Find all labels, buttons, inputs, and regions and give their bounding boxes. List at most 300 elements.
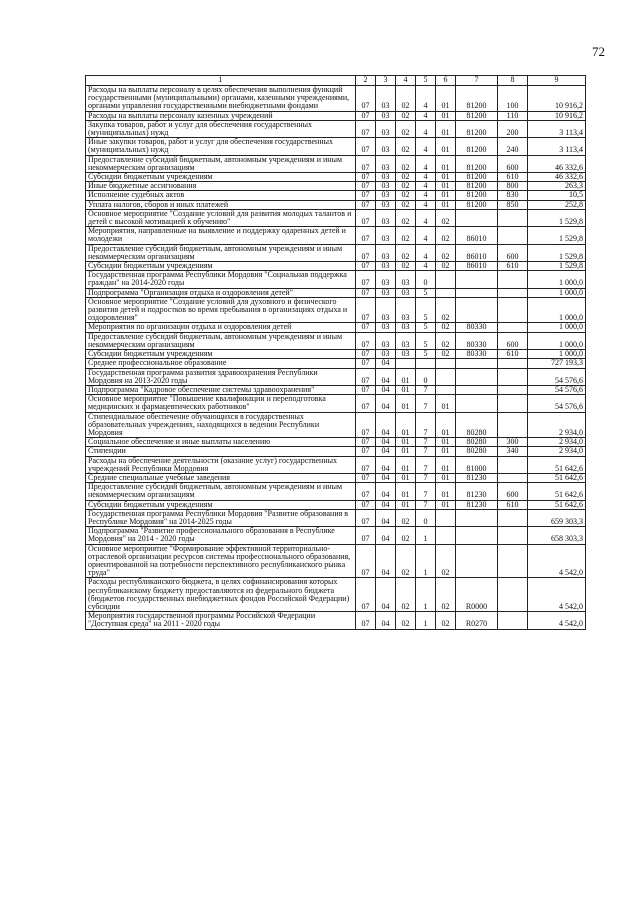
amount-cell: 4 542,0 bbox=[528, 578, 586, 612]
section-cell: 07 bbox=[356, 120, 376, 137]
table-row bbox=[86, 138, 586, 155]
subprogram-cell: 7 bbox=[416, 412, 436, 438]
amount-cell: 54 576,6 bbox=[528, 368, 586, 385]
expense-type-cell bbox=[498, 527, 528, 544]
amount-cell: 263,3 bbox=[528, 182, 586, 191]
table-row bbox=[86, 385, 586, 394]
section-cell: 07 bbox=[356, 191, 376, 200]
expense-name-cell: Предоставление субсидий бюджетным, автономным учреждениям и иным некоммерческим организациям bbox=[86, 332, 356, 349]
subprogram-cell: 4 bbox=[416, 173, 436, 182]
direction-cell: 81200 bbox=[456, 86, 498, 112]
program-cell: 03 bbox=[396, 297, 416, 323]
expense-name-cell: Предоставление субсидий бюджетным, автономным учреждениям и иным некоммерческим организациям bbox=[86, 483, 356, 500]
subsection-cell: 03 bbox=[376, 288, 396, 297]
direction-cell bbox=[456, 527, 498, 544]
expense-name-cell: Уплата налогов, сборов и иных платежей bbox=[86, 200, 356, 209]
subsection-cell: 03 bbox=[376, 323, 396, 332]
event-cell: 01 bbox=[436, 438, 456, 447]
subsection-cell: 03 bbox=[376, 227, 396, 244]
column-header: 8 bbox=[498, 76, 528, 86]
expense-type-cell: 100 bbox=[498, 86, 528, 112]
expense-name-cell: Расходы на обеспечение деятельности (оказание услуг) государственных учреждений Республики Мордовия bbox=[86, 456, 356, 473]
amount-cell: 1 529,8 bbox=[528, 227, 586, 244]
amount-cell: 1 000,0 bbox=[528, 350, 586, 359]
expense-type-cell bbox=[498, 509, 528, 526]
expense-type-cell: 800 bbox=[498, 182, 528, 191]
subsection-cell: 03 bbox=[376, 350, 396, 359]
event-cell: 02 bbox=[436, 262, 456, 271]
program-cell: 03 bbox=[396, 332, 416, 349]
subsection-cell: 03 bbox=[376, 209, 396, 226]
table-row bbox=[86, 288, 586, 297]
expense-type-cell: 340 bbox=[498, 447, 528, 456]
event-cell: 01 bbox=[436, 155, 456, 172]
event-cell: 01 bbox=[436, 456, 456, 473]
event-cell bbox=[436, 359, 456, 368]
subsection-cell: 03 bbox=[376, 120, 396, 137]
event-cell bbox=[436, 271, 456, 288]
amount-cell: 46 332,6 bbox=[528, 155, 586, 172]
direction-cell: 80330 bbox=[456, 332, 498, 349]
amount-cell: 10 916,2 bbox=[528, 111, 586, 120]
direction-cell: 80330 bbox=[456, 350, 498, 359]
section-cell: 07 bbox=[356, 332, 376, 349]
subprogram-cell: 4 bbox=[416, 155, 436, 172]
expense-name-cell: Исполнение судебных актов bbox=[86, 191, 356, 200]
event-cell: 01 bbox=[436, 138, 456, 155]
subsection-cell: 04 bbox=[376, 456, 396, 473]
subsection-cell: 04 bbox=[376, 438, 396, 447]
expense-name-cell: Государственная программа Республики Мордовия "Социальная поддержка граждан" на 2014-2020 годы bbox=[86, 271, 356, 288]
program-cell: 02 bbox=[396, 111, 416, 120]
expense-name-cell: Расходы на выплаты персоналу в целях обеспечения выполнения функций государственными (муниципальными) органами, казенными учреждениями, органами управления государственными внебюджетными фондами bbox=[86, 86, 356, 112]
section-cell: 07 bbox=[356, 262, 376, 271]
amount-cell: 51 642,6 bbox=[528, 456, 586, 473]
subsection-cell: 04 bbox=[376, 412, 396, 438]
expense-type-cell bbox=[498, 359, 528, 368]
subsection-cell: 04 bbox=[376, 544, 396, 578]
expense-type-cell bbox=[498, 385, 528, 394]
section-cell: 07 bbox=[356, 438, 376, 447]
section-cell: 07 bbox=[356, 138, 376, 155]
subprogram-cell: 7 bbox=[416, 447, 436, 456]
event-cell: 01 bbox=[436, 412, 456, 438]
table-row bbox=[86, 447, 586, 456]
direction-cell: R0000 bbox=[456, 578, 498, 612]
direction-cell bbox=[456, 385, 498, 394]
table-row bbox=[86, 271, 586, 288]
table-row bbox=[86, 483, 586, 500]
expense-name-cell: Расходы республиканского бюджета, в целях софинансирования которых республиканскому бюджету предоставляются из федерального бюджета (бюджетов государственных внебюджетных фондов Российской Федерации) субсидии bbox=[86, 578, 356, 612]
expense-type-cell bbox=[498, 227, 528, 244]
section-cell: 07 bbox=[356, 395, 376, 412]
section-cell: 07 bbox=[356, 473, 376, 482]
column-header: 5 bbox=[416, 76, 436, 86]
section-cell: 07 bbox=[356, 456, 376, 473]
expense-name-cell: Мероприятия, направленные на выявление и поддержку одаренных детей и молодежи bbox=[86, 227, 356, 244]
program-cell: 02 bbox=[396, 244, 416, 261]
table-row bbox=[86, 412, 586, 438]
amount-cell: 51 642,6 bbox=[528, 483, 586, 500]
amount-cell: 727 193,3 bbox=[528, 359, 586, 368]
program-cell: 01 bbox=[396, 395, 416, 412]
expense-name-cell: Предоставление субсидий бюджетным, автономным учреждениям и иным некоммерческим организациям bbox=[86, 244, 356, 261]
subprogram-cell: 4 bbox=[416, 138, 436, 155]
expense-name-cell: Государственная программа развития здравоохранения Республики Мордовия на 2013-2020 годы bbox=[86, 368, 356, 385]
section-cell: 07 bbox=[356, 86, 376, 112]
subsection-cell: 04 bbox=[376, 509, 396, 526]
section-cell: 07 bbox=[356, 173, 376, 182]
table-row bbox=[86, 120, 586, 137]
page-number: 72 bbox=[592, 44, 605, 59]
direction-cell bbox=[456, 395, 498, 412]
table-row bbox=[86, 111, 586, 120]
expense-type-cell: 610 bbox=[498, 500, 528, 509]
event-cell: 01 bbox=[436, 200, 456, 209]
section-cell: 07 bbox=[356, 359, 376, 368]
table-row bbox=[86, 86, 586, 112]
subsection-cell: 03 bbox=[376, 173, 396, 182]
program-cell: 01 bbox=[396, 447, 416, 456]
subsection-cell: 04 bbox=[376, 368, 396, 385]
program-cell: 02 bbox=[396, 155, 416, 172]
event-cell: 01 bbox=[436, 120, 456, 137]
amount-cell: 1 529,8 bbox=[528, 209, 586, 226]
expense-type-cell bbox=[498, 297, 528, 323]
event-cell: 01 bbox=[436, 395, 456, 412]
expense-name-cell: Социальное обеспечение и иные выплаты населению bbox=[86, 438, 356, 447]
program-cell: 01 bbox=[396, 473, 416, 482]
expense-name-cell: Среднее профессиональное образование bbox=[86, 359, 356, 368]
event-cell: 02 bbox=[436, 578, 456, 612]
event-cell: 01 bbox=[436, 173, 456, 182]
subsection-cell: 04 bbox=[376, 395, 396, 412]
table-row bbox=[86, 473, 586, 482]
direction-cell bbox=[456, 209, 498, 226]
program-cell: 02 bbox=[396, 527, 416, 544]
event-cell bbox=[436, 527, 456, 544]
subprogram-cell: 4 bbox=[416, 262, 436, 271]
program-cell: 02 bbox=[396, 544, 416, 578]
subprogram-cell: 4 bbox=[416, 120, 436, 137]
amount-cell: 4 542,0 bbox=[528, 612, 586, 629]
program-cell: 02 bbox=[396, 138, 416, 155]
subprogram-cell: 5 bbox=[416, 288, 436, 297]
direction-cell: 81230 bbox=[456, 483, 498, 500]
column-header: 3 bbox=[376, 76, 396, 86]
subprogram-cell: 1 bbox=[416, 612, 436, 629]
expense-type-cell: 110 bbox=[498, 111, 528, 120]
subsection-cell: 03 bbox=[376, 332, 396, 349]
expense-type-cell bbox=[498, 578, 528, 612]
subprogram-cell: 7 bbox=[416, 395, 436, 412]
program-cell: 03 bbox=[396, 288, 416, 297]
program-cell: 02 bbox=[396, 182, 416, 191]
section-cell: 07 bbox=[356, 288, 376, 297]
subprogram-cell: 1 bbox=[416, 578, 436, 612]
expense-name-cell: Предоставление субсидий бюджетным, автономным учреждениям и иным некоммерческим организациям bbox=[86, 155, 356, 172]
direction-cell: 81200 bbox=[456, 138, 498, 155]
subprogram-cell: 0 bbox=[416, 271, 436, 288]
subprogram-cell: 4 bbox=[416, 244, 436, 261]
event-cell bbox=[436, 509, 456, 526]
subprogram-cell: 4 bbox=[416, 191, 436, 200]
amount-cell: 46 332,6 bbox=[528, 173, 586, 182]
table-row bbox=[86, 359, 586, 368]
column-header: 1 bbox=[86, 76, 356, 86]
section-cell: 07 bbox=[356, 323, 376, 332]
expense-name-cell: Стипендии bbox=[86, 447, 356, 456]
expense-name-cell: Основное мероприятие "Повышение квалификации и переподготовка медицинских и фармацевтических работников" bbox=[86, 395, 356, 412]
direction-cell bbox=[456, 297, 498, 323]
expense-type-cell: 600 bbox=[498, 483, 528, 500]
subsection-cell: 03 bbox=[376, 297, 396, 323]
program-cell: 01 bbox=[396, 456, 416, 473]
expense-type-cell: 610 bbox=[498, 173, 528, 182]
expense-name-cell: Закупка товаров, работ и услуг для обеспечения государственных (муниципальных) нужд bbox=[86, 120, 356, 137]
direction-cell: 81000 bbox=[456, 456, 498, 473]
column-header: 7 bbox=[456, 76, 498, 86]
event-cell: 02 bbox=[436, 209, 456, 226]
expense-type-cell: 200 bbox=[498, 120, 528, 137]
table-header-row bbox=[86, 76, 586, 86]
event-cell: 01 bbox=[436, 182, 456, 191]
expense-type-cell: 300 bbox=[498, 438, 528, 447]
subprogram-cell: 4 bbox=[416, 227, 436, 244]
expense-name-cell: Субсидии бюджетным учреждениям bbox=[86, 350, 356, 359]
event-cell: 01 bbox=[436, 191, 456, 200]
expense-type-cell bbox=[498, 456, 528, 473]
expense-type-cell: 610 bbox=[498, 262, 528, 271]
subsection-cell: 04 bbox=[376, 612, 396, 629]
program-cell: 02 bbox=[396, 173, 416, 182]
expense-name-cell: Иные бюджетные ассигнования bbox=[86, 182, 356, 191]
expense-type-cell bbox=[498, 323, 528, 332]
section-cell: 07 bbox=[356, 244, 376, 261]
event-cell: 02 bbox=[436, 350, 456, 359]
subprogram-cell: 7 bbox=[416, 438, 436, 447]
table-row bbox=[86, 244, 586, 261]
section-cell: 07 bbox=[356, 412, 376, 438]
subprogram-cell: 5 bbox=[416, 332, 436, 349]
table-row bbox=[86, 173, 586, 182]
program-cell: 02 bbox=[396, 209, 416, 226]
expense-type-cell: 850 bbox=[498, 200, 528, 209]
section-cell: 07 bbox=[356, 182, 376, 191]
subsection-cell: 04 bbox=[376, 359, 396, 368]
section-cell: 07 bbox=[356, 578, 376, 612]
direction-cell: 86010 bbox=[456, 227, 498, 244]
subprogram-cell: 7 bbox=[416, 483, 436, 500]
amount-cell: 2 934,0 bbox=[528, 412, 586, 438]
amount-cell: 54 576,6 bbox=[528, 395, 586, 412]
program-cell: 02 bbox=[396, 227, 416, 244]
subprogram-cell: 4 bbox=[416, 111, 436, 120]
subprogram-cell: 4 bbox=[416, 86, 436, 112]
expense-name-cell: Подпрограмма "Кадровое обеспечение системы здравоохранения" bbox=[86, 385, 356, 394]
expense-type-cell bbox=[498, 368, 528, 385]
expense-type-cell bbox=[498, 612, 528, 629]
table-row bbox=[86, 262, 586, 271]
amount-cell: 2 934,0 bbox=[528, 438, 586, 447]
event-cell bbox=[436, 385, 456, 394]
section-cell: 07 bbox=[356, 483, 376, 500]
program-cell: 03 bbox=[396, 271, 416, 288]
amount-cell: 658 303,3 bbox=[528, 527, 586, 544]
section-cell: 07 bbox=[356, 209, 376, 226]
program-cell: 01 bbox=[396, 483, 416, 500]
section-cell: 07 bbox=[356, 297, 376, 323]
event-cell: 02 bbox=[436, 297, 456, 323]
expense-type-cell bbox=[498, 544, 528, 578]
table-row bbox=[86, 395, 586, 412]
section-cell: 07 bbox=[356, 500, 376, 509]
expense-name-cell: Субсидии бюджетным учреждениям bbox=[86, 173, 356, 182]
program-cell: 02 bbox=[396, 200, 416, 209]
amount-cell: 10,5 bbox=[528, 191, 586, 200]
program-cell: 03 bbox=[396, 350, 416, 359]
subsection-cell: 03 bbox=[376, 262, 396, 271]
section-cell: 07 bbox=[356, 447, 376, 456]
program-cell bbox=[396, 359, 416, 368]
direction-cell: 81200 bbox=[456, 182, 498, 191]
program-cell: 01 bbox=[396, 368, 416, 385]
subsection-cell: 03 bbox=[376, 271, 396, 288]
event-cell bbox=[436, 368, 456, 385]
subsection-cell: 04 bbox=[376, 483, 396, 500]
event-cell: 01 bbox=[436, 500, 456, 509]
amount-cell: 3 113,4 bbox=[528, 120, 586, 137]
section-cell: 07 bbox=[356, 111, 376, 120]
subsection-cell: 03 bbox=[376, 244, 396, 261]
program-cell: 02 bbox=[396, 578, 416, 612]
expense-name-cell: Расходы на выплаты персоналу казенных учреждений bbox=[86, 111, 356, 120]
program-cell: 02 bbox=[396, 86, 416, 112]
table-row bbox=[86, 612, 586, 629]
direction-cell bbox=[456, 271, 498, 288]
subprogram-cell: 7 bbox=[416, 385, 436, 394]
subsection-cell: 03 bbox=[376, 182, 396, 191]
expense-name-cell: Основное мероприятие "Формирование эффективной территориально-отраслевой организации ресурсов системы профессионального образования, ориентированной на потребности перспективного республиканского рынка труда" bbox=[86, 544, 356, 578]
expense-name-cell: Иные закупки товаров, работ и услуг для обеспечения государственных (муниципальных) нужд bbox=[86, 138, 356, 155]
subsection-cell: 03 bbox=[376, 155, 396, 172]
section-cell: 07 bbox=[356, 509, 376, 526]
expense-type-cell bbox=[498, 288, 528, 297]
direction-cell bbox=[456, 288, 498, 297]
table-row bbox=[86, 527, 586, 544]
event-cell bbox=[436, 288, 456, 297]
column-header: 4 bbox=[396, 76, 416, 86]
section-cell: 07 bbox=[356, 544, 376, 578]
table-row bbox=[86, 500, 586, 509]
subsection-cell: 03 bbox=[376, 200, 396, 209]
table-row bbox=[86, 509, 586, 526]
column-header: 2 bbox=[356, 76, 376, 86]
expense-name-cell: Основное мероприятие "Создание условий для духовного и физического развития детей и подростков во время пребывания в организациях отдыха и оздоровления" bbox=[86, 297, 356, 323]
subsection-cell: 04 bbox=[376, 447, 396, 456]
program-cell: 02 bbox=[396, 612, 416, 629]
direction-cell: R0270 bbox=[456, 612, 498, 629]
subprogram-cell bbox=[416, 359, 436, 368]
expense-name-cell: Стипендиальное обеспечение обучающихся в государственных образовательных учреждениях, находящихся в ведении Республики Мордовия bbox=[86, 412, 356, 438]
expense-type-cell bbox=[498, 412, 528, 438]
section-cell: 07 bbox=[356, 271, 376, 288]
subprogram-cell: 0 bbox=[416, 368, 436, 385]
amount-cell: 1 000,0 bbox=[528, 323, 586, 332]
table-row bbox=[86, 456, 586, 473]
amount-cell: 51 642,6 bbox=[528, 473, 586, 482]
subsection-cell: 03 bbox=[376, 86, 396, 112]
amount-cell: 4 542,0 bbox=[528, 544, 586, 578]
section-cell: 07 bbox=[356, 350, 376, 359]
section-cell: 07 bbox=[356, 527, 376, 544]
direction-cell: 80330 bbox=[456, 323, 498, 332]
column-header: 9 bbox=[528, 76, 586, 86]
direction-cell: 81230 bbox=[456, 473, 498, 482]
program-cell: 03 bbox=[396, 323, 416, 332]
expense-name-cell: Субсидии бюджетным учреждениям bbox=[86, 262, 356, 271]
amount-cell: 3 113,4 bbox=[528, 138, 586, 155]
subprogram-cell: 4 bbox=[416, 209, 436, 226]
table-row bbox=[86, 332, 586, 349]
subprogram-cell: 1 bbox=[416, 527, 436, 544]
subsection-cell: 04 bbox=[376, 385, 396, 394]
amount-cell: 54 576,6 bbox=[528, 385, 586, 394]
subsection-cell: 04 bbox=[376, 500, 396, 509]
section-cell: 07 bbox=[356, 200, 376, 209]
table-row bbox=[86, 350, 586, 359]
table-body bbox=[86, 86, 586, 630]
event-cell: 01 bbox=[436, 447, 456, 456]
event-cell: 01 bbox=[436, 86, 456, 112]
program-cell: 02 bbox=[396, 191, 416, 200]
direction-cell bbox=[456, 359, 498, 368]
direction-cell: 81230 bbox=[456, 500, 498, 509]
expense-type-cell bbox=[498, 395, 528, 412]
direction-cell: 81200 bbox=[456, 200, 498, 209]
amount-cell: 1 000,0 bbox=[528, 288, 586, 297]
program-cell: 01 bbox=[396, 500, 416, 509]
direction-cell: 81200 bbox=[456, 191, 498, 200]
expense-type-cell: 240 bbox=[498, 138, 528, 155]
amount-cell: 10 916,2 bbox=[528, 86, 586, 112]
event-cell: 01 bbox=[436, 473, 456, 482]
subprogram-cell: 5 bbox=[416, 297, 436, 323]
expense-type-cell: 600 bbox=[498, 155, 528, 172]
direction-cell: 81200 bbox=[456, 155, 498, 172]
direction-cell bbox=[456, 509, 498, 526]
expense-type-cell: 830 bbox=[498, 191, 528, 200]
event-cell: 02 bbox=[436, 323, 456, 332]
direction-cell: 86010 bbox=[456, 244, 498, 261]
amount-cell: 1 529,8 bbox=[528, 244, 586, 261]
direction-cell: 81200 bbox=[456, 173, 498, 182]
table-row bbox=[86, 323, 586, 332]
expense-type-cell bbox=[498, 271, 528, 288]
table-row bbox=[86, 155, 586, 172]
direction-cell: 81200 bbox=[456, 111, 498, 120]
section-cell: 07 bbox=[356, 368, 376, 385]
program-cell: 02 bbox=[396, 120, 416, 137]
expense-type-cell bbox=[498, 209, 528, 226]
subsection-cell: 03 bbox=[376, 111, 396, 120]
expense-type-cell bbox=[498, 473, 528, 482]
subprogram-cell: 7 bbox=[416, 500, 436, 509]
expense-type-cell: 600 bbox=[498, 244, 528, 261]
subsection-cell: 04 bbox=[376, 473, 396, 482]
column-header: 6 bbox=[436, 76, 456, 86]
event-cell: 02 bbox=[436, 332, 456, 349]
